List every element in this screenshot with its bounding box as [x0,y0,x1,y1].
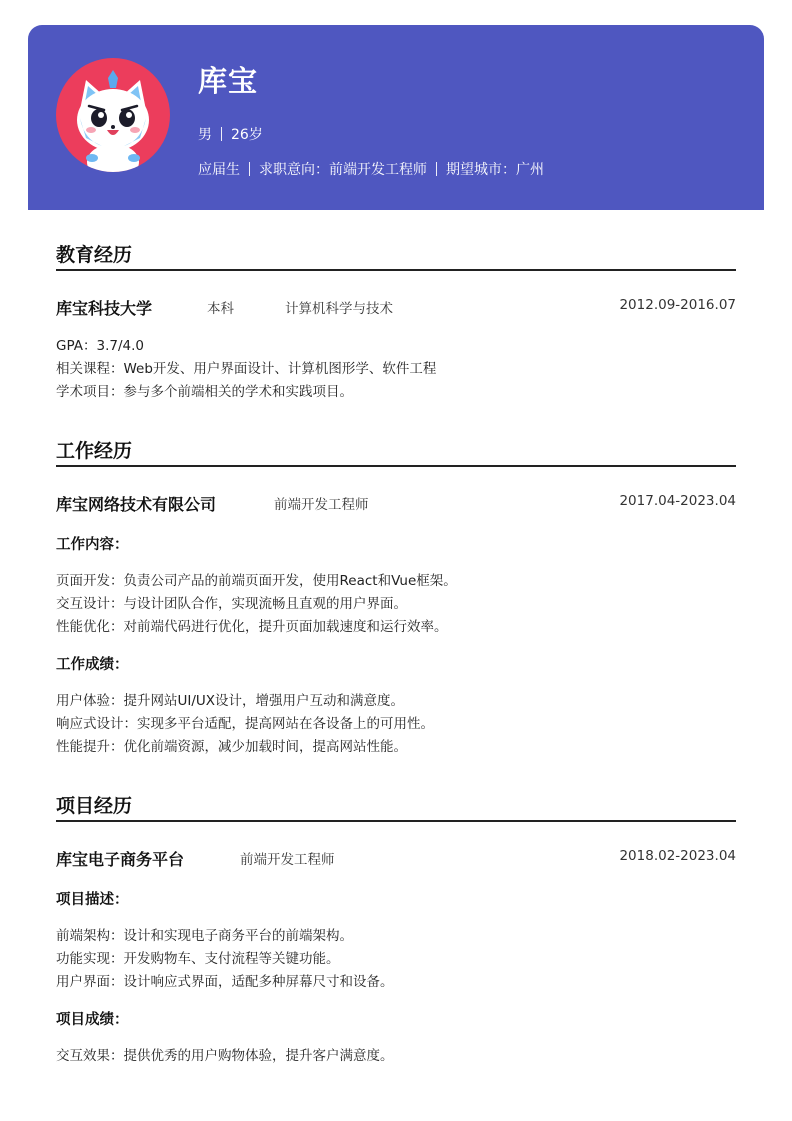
work-content-line: 性能优化：对前端代码进行优化，提升页面加载速度和运行效率。 [56,619,448,635]
age: 26岁 [231,127,263,143]
project-role: 前端开发工程师 [240,852,335,868]
company-name: 库宝网络技术有限公司 [56,495,217,514]
project-divider [56,820,736,822]
work-achievement-line: 用户体验：提升网站UI/UX设计，增强用户互动和满意度。 [56,693,405,709]
job-intent: 求职意向：前端开发工程师 [259,162,427,178]
project-desc-title: 项目描述： [56,892,129,908]
degree: 本科 [207,301,234,317]
work-title: 工作经历 [56,440,133,462]
school-name: 库宝科技大学 [56,299,153,318]
work-content-line: 交互设计：与设计团队合作，实现流畅且直观的用户界面。 [56,596,407,612]
project-date: 2018.02-2023.04 [619,848,736,864]
divider [221,127,222,141]
basic-info [198,124,263,144]
project-result-line: 交互效果：提供优秀的用户购物体验，提升客户满意度。 [56,1048,394,1064]
project-desc-line: 前端架构：设计和实现电子商务平台的前端架构。 [56,928,353,944]
work-achievement-title: 工作成绩： [56,657,129,673]
major: 计算机科学与技术 [285,301,393,317]
work-divider [56,465,736,467]
candidate-name: 库宝 [198,64,259,98]
education-title: 教育经历 [56,244,133,266]
job-info [198,159,544,179]
work-achievement-line: 响应式设计：实现多平台适配，提高网站在各设备上的可用性。 [56,716,434,732]
education-date: 2012.09-2016.07 [619,297,736,313]
work-achievement-line: 性能提升：优化前端资源，减少加载时间，提高网站性能。 [56,739,407,755]
work-content-line: 页面开发：负责公司产品的前端页面开发，使用React和Vue框架。 [56,573,457,589]
gender: 男 [198,127,212,143]
education-line: 相关课程：Web开发、用户界面设计、计算机图形学、软件工程 [56,361,437,377]
work-role: 前端开发工程师 [274,497,369,513]
education-divider [56,269,736,271]
expected-city: 期望城市：广州 [446,162,544,178]
education-line: 学术项目：参与多个前端相关的学术和实践项目。 [56,384,353,400]
divider [436,162,437,176]
project-result-title: 项目成绩： [56,1012,129,1028]
status: 应届生 [198,162,240,178]
project-desc-line: 功能实现：开发购物车、支付流程等关键功能。 [56,951,340,967]
work-date: 2017.04-2023.04 [619,493,736,509]
work-content-title: 工作内容： [56,537,129,553]
project-desc-line: 用户界面：设计响应式界面，适配多种屏幕尺寸和设备。 [56,974,394,990]
avatar [56,58,170,172]
divider [249,162,250,176]
resume-header [28,25,764,210]
project-title: 项目经历 [56,795,133,817]
cat-mascot-icon [56,58,170,172]
education-line: GPA：3.7/4.0 [56,338,144,354]
project-name: 库宝电子商务平台 [56,850,185,869]
